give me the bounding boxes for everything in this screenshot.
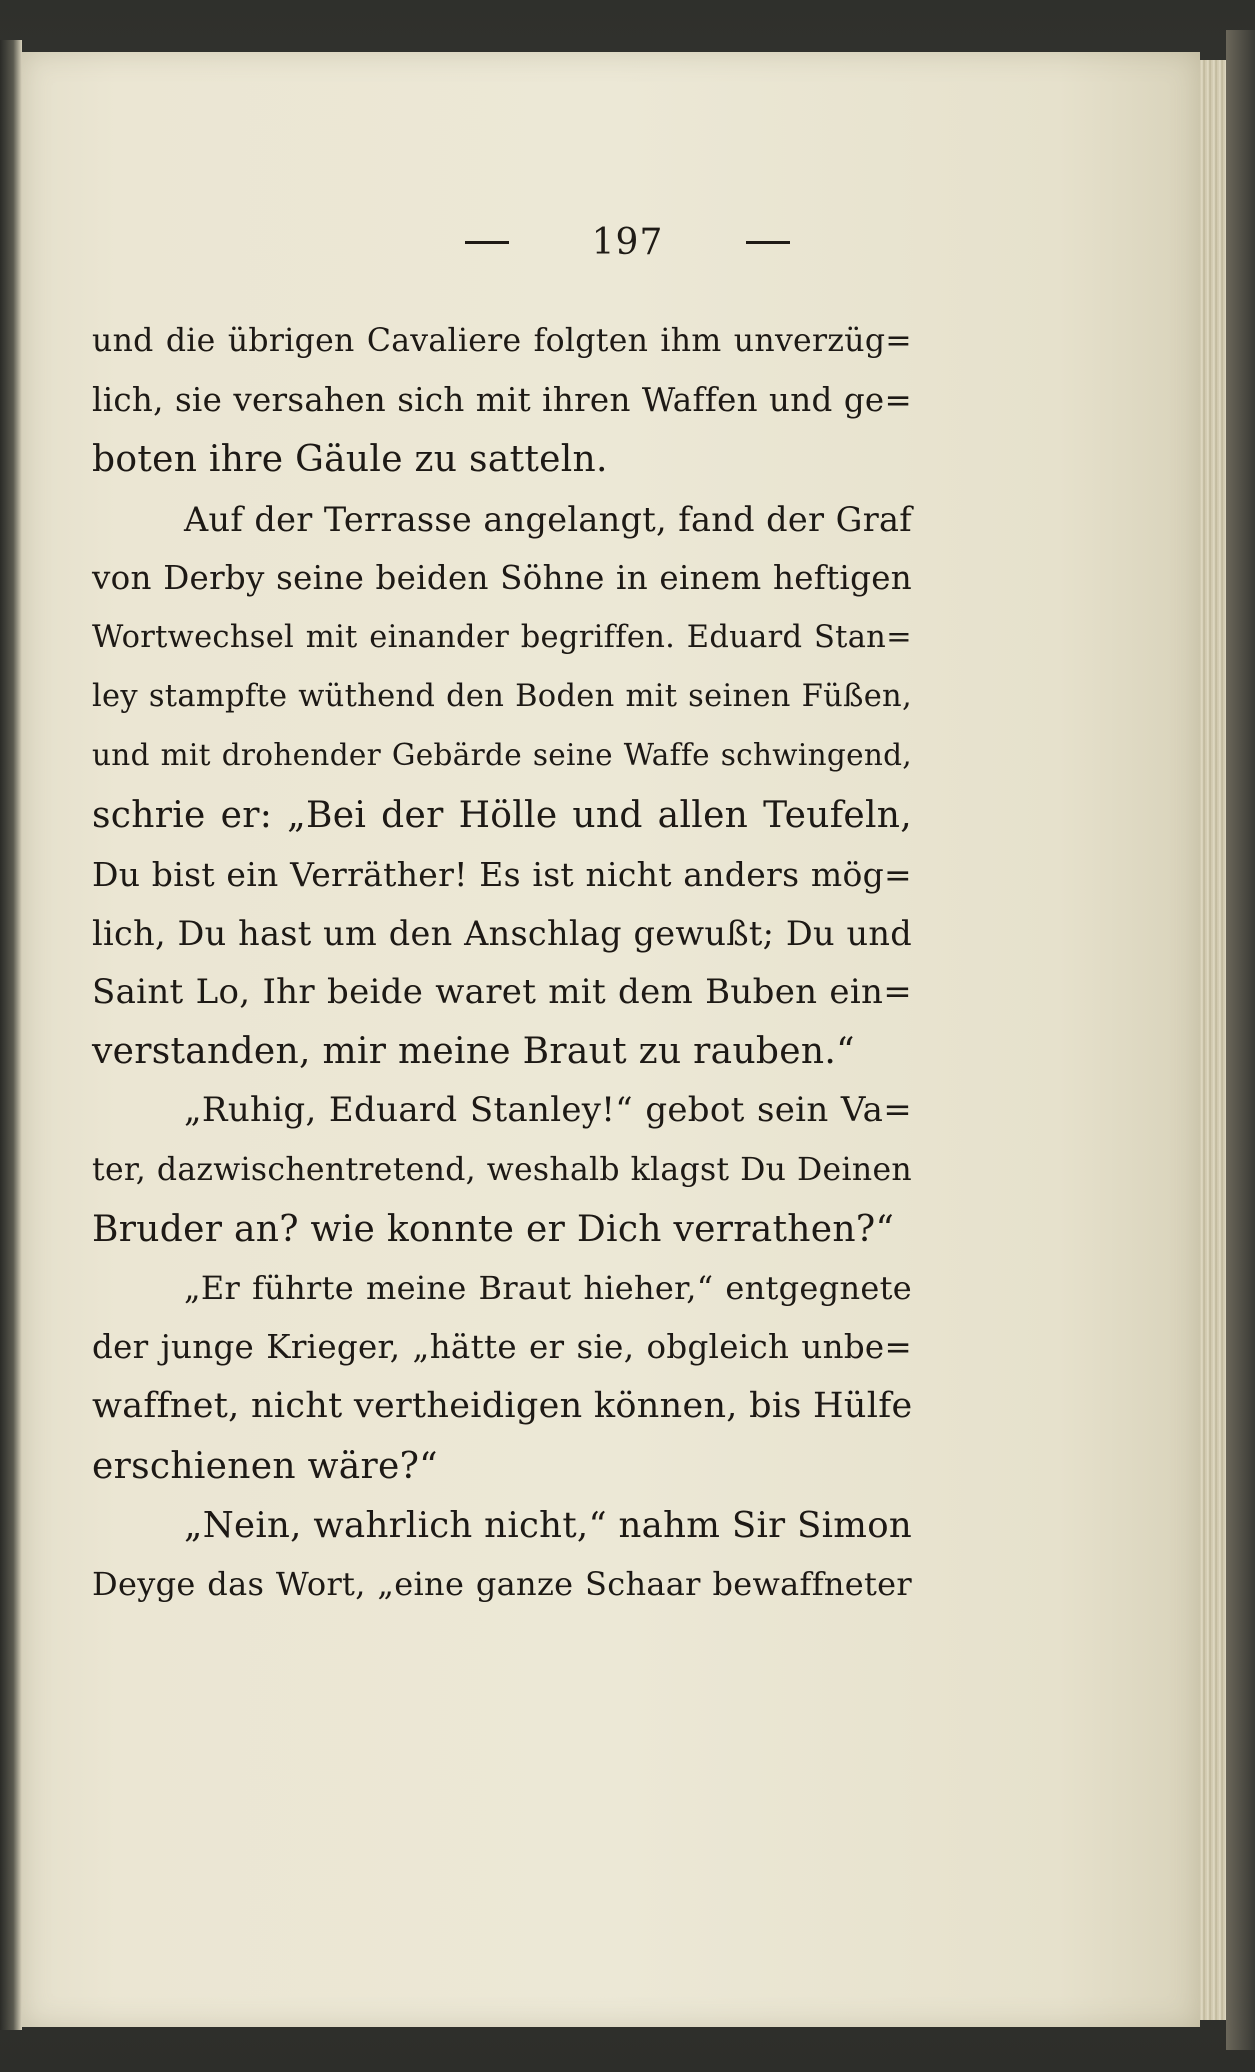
text-line: Bruder an? wie konnte er Dich verrathen?“ <box>92 1208 895 1250</box>
text-line: der junge Krieger, „hätte er sie, obgleich unbe= <box>92 1328 912 1367</box>
page-number: 197 <box>591 222 664 263</box>
book-cover-right-edge <box>1226 30 1255 2050</box>
text-line: Saint Lo, Ihr beide waret mit dem Buben ein= <box>92 972 912 1013</box>
text-line: und die übrigen Cavaliere folgten ihm unverzüg= <box>92 323 912 359</box>
book-cover-left-edge <box>0 40 22 2030</box>
text-line: boten ihre Gäule zu satteln. <box>92 439 608 481</box>
text-line: lich, Du hast um den Anschlag gewußt; Du und <box>92 913 912 953</box>
text-line: ter, dazwischentretend, weshalb klagst Du Deinen <box>92 1151 912 1188</box>
page-stack-edge <box>1200 60 1226 2020</box>
text-line: lich, sie versahen sich mit ihren Waffen und ge= <box>92 381 912 420</box>
text-line: waffnet, nicht vertheidigen können, bis Hülfe <box>92 1386 913 1427</box>
text-line: Deyge das Wort, „eine ganze Schaar bewaffneter <box>92 1564 912 1603</box>
text-line: Du bist ein Verräther! Es ist nicht anders mög= <box>92 854 912 894</box>
text-line: verstanden, mir meine Braut zu rauben.“ <box>92 1031 855 1073</box>
text-line: Wortwechsel mit einander begriffen. Eduard Stan= <box>92 619 912 655</box>
text-line: ley stampfte wüthend den Boden mit seinen Füßen, <box>92 679 912 715</box>
text-line: „Nein, wahrlich nicht,“ nahm Sir Simon <box>184 1504 913 1546</box>
text-line: „Ruhig, Eduard Stanley!“ gebot sein Va= <box>184 1090 912 1131</box>
body-text <box>92 312 912 1614</box>
text-line: von Derby seine beiden Söhne in einem heftigen <box>92 558 912 597</box>
text-line: Auf der Terrasse angelangt, fand der Graf <box>184 499 912 539</box>
text-line: „Er führte meine Braut hieher,“ entgegnete <box>184 1269 912 1307</box>
text-line: und mit drohender Gebärde seine Waffe schwingend, <box>92 738 912 773</box>
text-line: erschienen wäre?“ <box>92 1445 438 1487</box>
text-line: schrie er: „Bei der Hölle und allen Teufeln, <box>92 794 912 836</box>
